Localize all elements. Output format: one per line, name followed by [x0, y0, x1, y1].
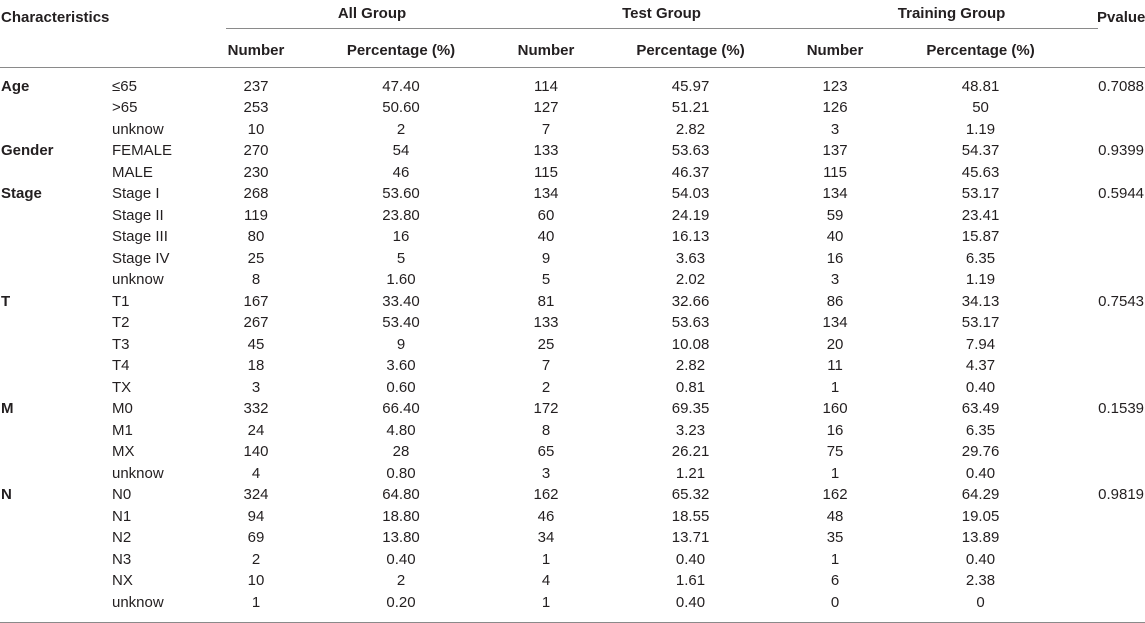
all-number-cell: 18: [247, 357, 265, 375]
table-row: [0, 270, 1145, 292]
training-number-cell: 1: [830, 550, 840, 568]
training-percentage-cell: 2.38: [965, 572, 996, 590]
all-number-cell: 140: [243, 443, 269, 461]
all-percentage-cell: 13.80: [382, 529, 420, 547]
all-number-cell: 4: [251, 464, 261, 482]
variable-cell: [0, 377, 110, 399]
test-percentage-cell: 69.35: [671, 400, 710, 418]
training-percentage-cell: 34.13: [961, 292, 1000, 310]
all-number-cell: 167: [243, 292, 269, 310]
all-number-cell: 10: [247, 572, 265, 590]
training-number-cell: 3: [830, 120, 840, 138]
test-percentage-cell: 13.71: [671, 529, 710, 547]
all-number-cell: 2: [251, 550, 261, 568]
test-number-cell: 5: [541, 271, 551, 289]
test-number-cell: 127: [533, 99, 559, 117]
test-number-cell: 133: [533, 142, 559, 160]
variable-cell: [0, 571, 110, 593]
test-percentage-cell: 1.61: [675, 572, 706, 590]
level-cell: M1: [112, 421, 133, 439]
test-percentage-cell: 3.23: [675, 421, 706, 439]
all-number-cell: 94: [247, 507, 265, 525]
table-row: [0, 528, 1145, 550]
training-percentage-cell: 6.35: [965, 421, 996, 439]
table-row: [0, 227, 1145, 249]
level-cell: N0: [112, 486, 132, 504]
training-number-cell: 137: [822, 142, 848, 160]
table-row: [0, 313, 1145, 335]
table-row: [0, 334, 1145, 356]
pvalue-cell: [1097, 592, 1145, 614]
all-percentage-cell: 18.80: [382, 507, 420, 525]
pvalue-cell: [1097, 571, 1145, 593]
training-percentage-cell: 4.37: [965, 357, 996, 375]
pvalue-cell: 0.9399: [1098, 142, 1145, 160]
test-number-cell: 133: [533, 314, 559, 332]
training-percentage-cell: 13.89: [961, 529, 1000, 547]
test-number-cell: 115: [534, 163, 558, 181]
pvalue-cell: [1097, 506, 1145, 528]
all-percentage-cell: 53.60: [382, 185, 420, 203]
test-percentage-cell: 1.21: [675, 464, 706, 482]
training-percentage-cell: 53.17: [961, 185, 1000, 203]
level-cell: Stage II: [112, 206, 164, 224]
test-percentage-cell: 46.37: [671, 163, 710, 181]
all-percentage-cell: 28: [392, 443, 410, 461]
all-number-header: Number: [227, 34, 285, 68]
all-number-cell: 119: [244, 206, 268, 224]
training-percentage-cell: 19.05: [961, 507, 1000, 525]
test-number-cell: 46: [537, 507, 555, 525]
table-header: [0, 0, 1145, 68]
pvalue-cell: 0.7088: [1098, 77, 1145, 95]
pvalue-cell: [1097, 98, 1145, 120]
training-number-cell: 134: [822, 185, 848, 203]
all-percentage-cell: 53.40: [382, 314, 420, 332]
test-number-header: Number: [517, 34, 575, 68]
level-cell: unknow: [112, 120, 164, 138]
table-row: [0, 549, 1145, 571]
all-percentage-cell: 3.60: [386, 357, 416, 375]
training-percentage-header: Percentage (%): [864, 34, 1097, 68]
table-row: [0, 76, 1145, 98]
variable-cell: [0, 463, 110, 485]
training-percentage-cell: 0.40: [965, 550, 996, 568]
variable-cell: T: [1, 292, 11, 310]
training-number-cell: 11: [827, 357, 843, 375]
level-cell: T3: [112, 335, 130, 353]
test-number-cell: 162: [533, 486, 559, 504]
level-cell: N2: [112, 529, 132, 547]
training-number-cell: 0: [830, 593, 840, 611]
all-percentage-cell: 33.40: [382, 292, 420, 310]
variable-cell: [0, 442, 110, 464]
pvalue-cell: [1097, 270, 1145, 292]
variable-cell: [0, 205, 110, 227]
test-percentage-cell: 54.03: [671, 185, 710, 203]
pvalue-cell: [1097, 549, 1145, 571]
training-number-header: Number: [806, 34, 864, 68]
level-cell: unknow: [112, 593, 164, 611]
training-number-cell: 20: [826, 335, 844, 353]
variable-cell: [0, 162, 110, 184]
pvalue-cell: [1097, 227, 1145, 249]
all-number-cell: 1: [251, 593, 261, 611]
training-number-cell: 59: [826, 206, 844, 224]
level-cell: MALE: [112, 163, 153, 181]
training-percentage-cell: 48.81: [961, 77, 1000, 95]
training-number-cell: 86: [826, 292, 844, 310]
pvalue-cell: [1097, 313, 1145, 335]
all-number-cell: 324: [243, 486, 269, 504]
pvalue-cell: [1097, 119, 1145, 141]
test-number-cell: 34: [537, 529, 555, 547]
training-percentage-cell: 1.19: [965, 271, 996, 289]
all-percentage-header: Percentage (%): [285, 34, 517, 68]
all-percentage-cell: 0.80: [386, 464, 416, 482]
training-percentage-cell: 15.87: [961, 228, 1000, 246]
all-percentage-cell: 2: [396, 572, 406, 590]
table-row: [0, 442, 1145, 464]
table-row: [0, 420, 1145, 442]
training-number-cell: 6: [830, 572, 840, 590]
test-number-cell: 40: [537, 228, 555, 246]
training-percentage-cell: 0.40: [965, 378, 996, 396]
test-number-cell: 7: [541, 120, 551, 138]
level-cell: Stage III: [112, 228, 168, 246]
all-percentage-cell: 50.60: [382, 99, 420, 117]
test-percentage-cell: 53.63: [671, 314, 710, 332]
test-number-cell: 1: [541, 593, 551, 611]
test-group-header: Test Group: [516, 5, 807, 29]
training-number-cell: 16: [826, 249, 844, 267]
level-cell: N1: [112, 507, 132, 525]
training-percentage-cell: 63.49: [961, 400, 1000, 418]
pvalue-cell: [1097, 442, 1145, 464]
training-percentage-cell: 64.29: [961, 486, 1000, 504]
training-percentage-cell: 7.94: [965, 335, 996, 353]
table-row: [0, 571, 1145, 593]
training-percentage-cell: 23.41: [961, 206, 1000, 224]
training-number-cell: 35: [826, 529, 844, 547]
pvalue-cell: [1097, 463, 1145, 485]
table-row: [0, 356, 1145, 378]
test-number-cell: 25: [537, 335, 555, 353]
training-number-cell: 40: [826, 228, 844, 246]
all-number-cell: 10: [247, 120, 265, 138]
all-number-cell: 268: [243, 185, 269, 203]
level-cell: ≤65: [112, 77, 137, 95]
characteristics-header: Characteristics: [1, 8, 110, 26]
test-percentage-cell: 65.32: [671, 486, 710, 504]
variable-cell: Gender: [1, 142, 54, 160]
training-percentage-cell: 0.40: [965, 464, 996, 482]
training-number-cell: 115: [823, 163, 847, 181]
test-percentage-cell: 2.02: [675, 271, 706, 289]
variable-cell: [0, 248, 110, 270]
pvalue-cell: [1097, 334, 1145, 356]
table-body: [0, 68, 1145, 623]
test-number-cell: 7: [541, 357, 551, 375]
test-percentage-cell: 32.66: [671, 292, 710, 310]
training-percentage-cell: 0: [976, 593, 985, 611]
variable-cell: Stage: [1, 185, 42, 203]
test-percentage-cell: 18.55: [671, 507, 710, 525]
pvalue-cell: 0.5944: [1098, 185, 1145, 203]
all-percentage-cell: 64.80: [382, 486, 420, 504]
pvalue-cell: 0.9819: [1098, 486, 1145, 504]
table-row: [0, 463, 1145, 485]
pvalue-cell: [1097, 205, 1145, 227]
training-number-cell: 123: [822, 77, 848, 95]
level-cell: unknow: [112, 271, 164, 289]
pvalue-cell: [1097, 420, 1145, 442]
all-percentage-cell: 66.40: [382, 400, 420, 418]
test-percentage-cell: 45.97: [671, 77, 710, 95]
variable-cell: [0, 313, 110, 335]
test-percentage-cell: 0.40: [675, 593, 706, 611]
variable-cell: N: [1, 486, 12, 504]
pvalue-cell: [1097, 377, 1145, 399]
table-row: [0, 377, 1145, 399]
test-percentage-cell: 26.21: [671, 443, 710, 461]
test-number-cell: 8: [541, 421, 551, 439]
variable-cell: [0, 227, 110, 249]
all-percentage-cell: 47.40: [382, 77, 420, 95]
all-number-cell: 80: [247, 228, 265, 246]
variable-cell: M: [1, 400, 14, 418]
training-number-cell: 1: [830, 464, 840, 482]
training-number-cell: 16: [826, 421, 844, 439]
all-number-cell: 3: [251, 378, 261, 396]
all-number-cell: 230: [243, 163, 269, 181]
level-cell: Stage I: [112, 185, 160, 203]
table-row: [0, 592, 1145, 614]
all-number-cell: 237: [243, 77, 269, 95]
table-row: [0, 485, 1145, 507]
table-row: [0, 119, 1145, 141]
training-number-cell: 126: [822, 99, 848, 117]
training-percentage-cell: 50: [972, 99, 989, 117]
test-number-cell: 2: [541, 378, 551, 396]
level-cell: MX: [112, 443, 135, 461]
training-percentage-cell: 1.19: [965, 120, 996, 138]
level-cell: Stage IV: [112, 249, 170, 267]
test-number-cell: 114: [534, 77, 558, 95]
test-number-cell: 172: [533, 400, 559, 418]
test-percentage-cell: 53.63: [671, 142, 710, 160]
variable-cell: [0, 334, 110, 356]
level-cell: unknow: [112, 464, 164, 482]
pvalue-cell: 0.7543: [1098, 292, 1145, 310]
test-percentage-cell: 24.19: [671, 206, 710, 224]
all-number-cell: 270: [243, 142, 269, 160]
all-number-cell: 24: [247, 421, 265, 439]
test-percentage-cell: 51.21: [671, 99, 710, 117]
test-number-cell: 81: [537, 292, 555, 310]
all-percentage-cell: 0.20: [386, 593, 416, 611]
variable-cell: [0, 506, 110, 528]
level-cell: T2: [112, 314, 130, 332]
all-number-cell: 8: [251, 271, 261, 289]
all-percentage-cell: 2: [396, 120, 406, 138]
variable-cell: [0, 592, 110, 614]
test-percentage-cell: 2.82: [675, 357, 706, 375]
all-number-cell: 253: [243, 99, 269, 117]
all-percentage-cell: 4.80: [386, 421, 416, 439]
test-number-cell: 60: [537, 206, 555, 224]
table-row: [0, 291, 1145, 313]
level-cell: >65: [112, 99, 138, 117]
all-number-cell: 267: [243, 314, 269, 332]
pvalue-cell: [1097, 248, 1145, 270]
test-number-cell: 65: [537, 443, 555, 461]
table-row: [0, 162, 1145, 184]
all-percentage-cell: 1.60: [386, 271, 416, 289]
training-percentage-cell: 54.37: [961, 142, 1000, 160]
all-number-cell: 25: [247, 249, 265, 267]
training-percentage-cell: 6.35: [965, 249, 996, 267]
all-number-cell: 332: [243, 400, 269, 418]
test-number-cell: 9: [541, 249, 551, 267]
test-percentage-cell: 3.63: [675, 249, 706, 267]
test-percentage-cell: 2.82: [675, 120, 706, 138]
training-percentage-cell: 53.17: [961, 314, 1000, 332]
test-percentage-header: Percentage (%): [575, 34, 806, 68]
variable-cell: Age: [1, 77, 30, 95]
pvalue-cell: [1097, 162, 1145, 184]
table-row: [0, 184, 1145, 206]
variable-cell: [0, 549, 110, 571]
training-group-header: Training Group: [805, 5, 1098, 29]
table-row: [0, 141, 1145, 163]
test-percentage-cell: 0.81: [675, 378, 706, 396]
all-number-cell: 45: [247, 335, 265, 353]
all-group-header: All Group: [226, 5, 518, 29]
test-number-cell: 1: [541, 550, 551, 568]
all-percentage-cell: 0.60: [386, 378, 416, 396]
all-percentage-cell: 46: [392, 163, 410, 181]
pvalue-cell: [1097, 356, 1145, 378]
variable-cell: [0, 420, 110, 442]
level-cell: TX: [112, 378, 132, 396]
training-number-cell: 134: [822, 314, 848, 332]
variable-cell: [0, 119, 110, 141]
test-percentage-cell: 0.40: [675, 550, 706, 568]
variable-cell: [0, 98, 110, 120]
pvalue-header: Pvalue: [1097, 8, 1145, 26]
test-percentage-cell: 16.13: [671, 228, 710, 246]
training-number-cell: 75: [826, 443, 844, 461]
level-cell: T1: [112, 292, 130, 310]
level-cell: N3: [112, 550, 132, 568]
pvalue-cell: 0.1539: [1098, 400, 1145, 418]
test-number-cell: 134: [533, 185, 559, 203]
level-cell: NX: [112, 572, 133, 590]
all-percentage-cell: 5: [396, 249, 406, 267]
level-cell: T4: [112, 357, 130, 375]
all-percentage-cell: 54: [392, 142, 410, 160]
level-cell: M0: [112, 400, 133, 418]
all-percentage-cell: 16: [392, 228, 410, 246]
table-row: [0, 248, 1145, 270]
all-percentage-cell: 0.40: [386, 550, 416, 568]
training-number-cell: 160: [822, 400, 848, 418]
test-percentage-cell: 10.08: [671, 335, 710, 353]
training-percentage-cell: 45.63: [961, 163, 1000, 181]
table-row: [0, 506, 1145, 528]
all-percentage-cell: 9: [396, 335, 406, 353]
variable-cell: [0, 528, 110, 550]
training-percentage-cell: 29.76: [961, 443, 1000, 461]
test-number-cell: 3: [541, 464, 551, 482]
training-number-cell: 3: [830, 271, 840, 289]
pvalue-cell: [1097, 528, 1145, 550]
table-row: [0, 399, 1145, 421]
variable-cell: [0, 356, 110, 378]
training-number-cell: 48: [826, 507, 844, 525]
training-number-cell: 1: [830, 378, 840, 396]
table-row: [0, 98, 1145, 120]
all-percentage-cell: 23.80: [382, 206, 420, 224]
table-row: [0, 205, 1145, 227]
level-cell: FEMALE: [112, 142, 173, 160]
all-number-cell: 69: [247, 529, 265, 547]
test-number-cell: 4: [541, 572, 551, 590]
training-number-cell: 162: [822, 486, 848, 504]
variable-cell: [0, 270, 110, 292]
